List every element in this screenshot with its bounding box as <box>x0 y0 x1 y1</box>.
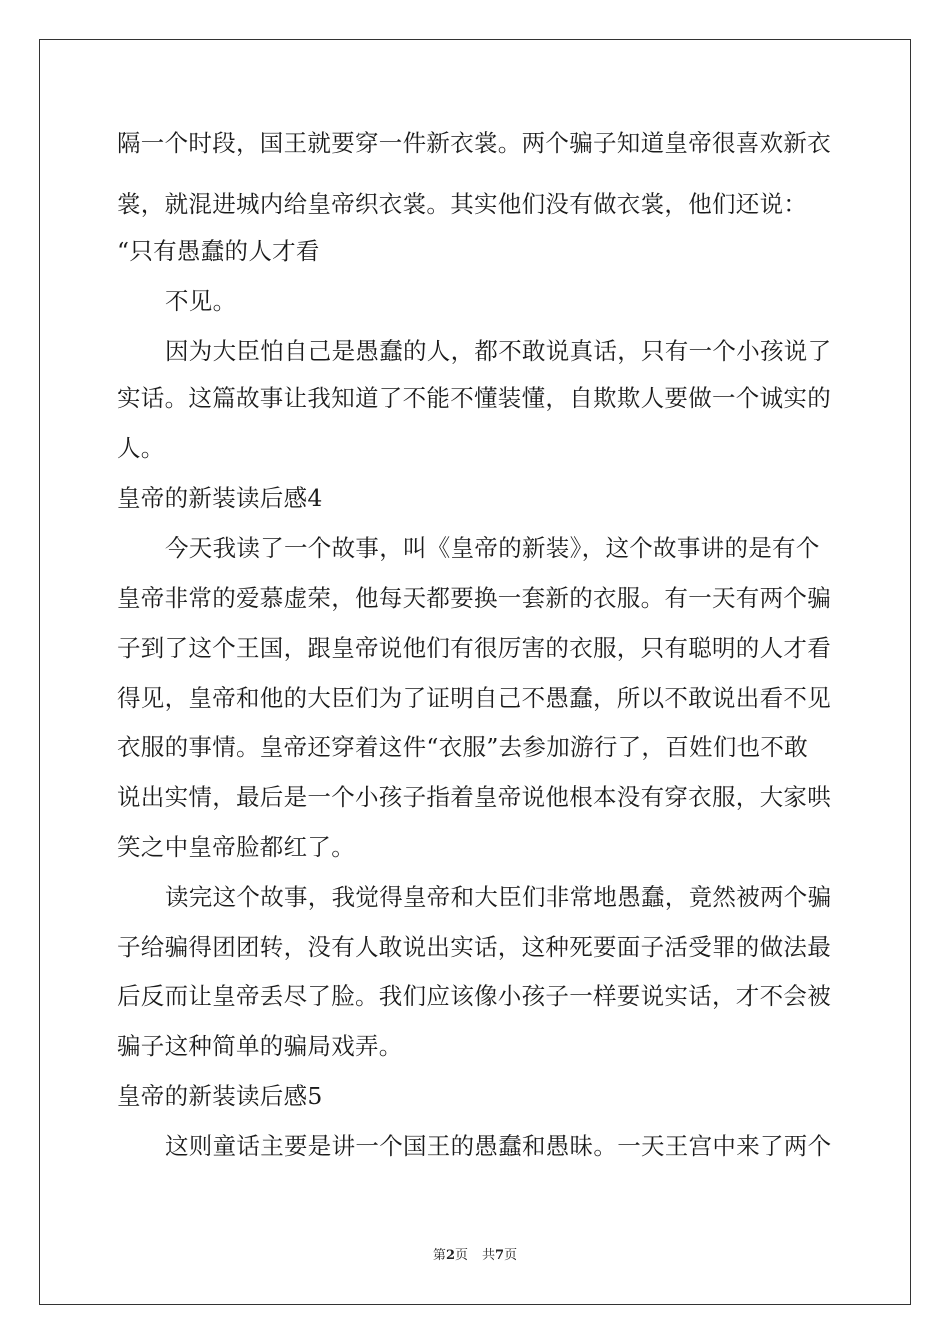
page-suffix: 页 <box>454 1248 468 1263</box>
total-suffix: 页 <box>504 1248 518 1263</box>
text-line: 隔一个时段，国王就要穿一件新衣裳。两个骗子知道皇帝很喜欢新衣 <box>117 129 831 157</box>
page-current: 2 <box>445 1248 455 1263</box>
text-line: 骗子这种简单的骗局戏弄。 <box>117 1032 403 1060</box>
text-line: 裳，就混进城内给皇帝织衣裳。其实他们没有做衣裳，他们还说： <box>117 190 808 218</box>
text-line: 子到了这个王国，跟皇帝说他们有很厉害的衣服，只有聪明的人才看 <box>117 634 831 662</box>
text-line: 说出实情，最后是一个小孩子指着皇帝说他根本没有穿衣服，大家哄 <box>117 783 831 811</box>
paragraph-start: 这则童话主要是讲一个国王的愚蠢和愚昧。一天王宫中来了两个 <box>165 1132 832 1160</box>
text-line: “只有愚蠢的人才看 <box>117 237 320 265</box>
paragraph-start: 读完这个故事，我觉得皇帝和大臣们非常地愚蠢，竟然被两个骗 <box>165 883 832 911</box>
page-footer <box>0 1248 950 1264</box>
section-heading: 皇帝的新装读后感5 <box>117 1082 323 1110</box>
text-line: 人。 <box>117 434 165 462</box>
page-border <box>39 39 911 1305</box>
paragraph-start: 今天我读了一个故事，叫《皇帝的新装》，这个故事讲的是有个 <box>165 534 820 562</box>
page-total: 7 <box>495 1248 505 1263</box>
text-line: 衣服的事情。皇帝还穿着这件“衣服”去参加游行了，百姓们也不敢 <box>117 733 809 761</box>
section-heading: 皇帝的新装读后感4 <box>117 484 323 512</box>
text-line: 后反而让皇帝丢尽了脸。我们应该像小孩子一样要说实话，才不会被 <box>117 982 831 1010</box>
total-prefix: 共 <box>482 1248 496 1263</box>
text-line: 皇帝非常的爱慕虚荣，他每天都要换一套新的衣服。有一天有两个骗 <box>117 584 831 612</box>
paragraph-start: 因为大臣怕自己是愚蠢的人，都不敢说真话，只有一个小孩说了 <box>165 337 832 365</box>
text-line: 子给骗得团团转，没有人敢说出实话，这种死要面子活受罪的做法最 <box>117 933 831 961</box>
text-line: 笑之中皇帝脸都红了。 <box>117 833 355 861</box>
paragraph-start: 不见。 <box>165 287 237 315</box>
text-line: 得见，皇帝和他的大臣们为了证明自己不愚蠢，所以不敢说出看不见 <box>117 684 831 712</box>
text-line: 实话。这篇故事让我知道了不能不懂装懂，自欺欺人要做一个诚实的 <box>117 384 831 412</box>
page-prefix: 第 <box>432 1248 446 1263</box>
